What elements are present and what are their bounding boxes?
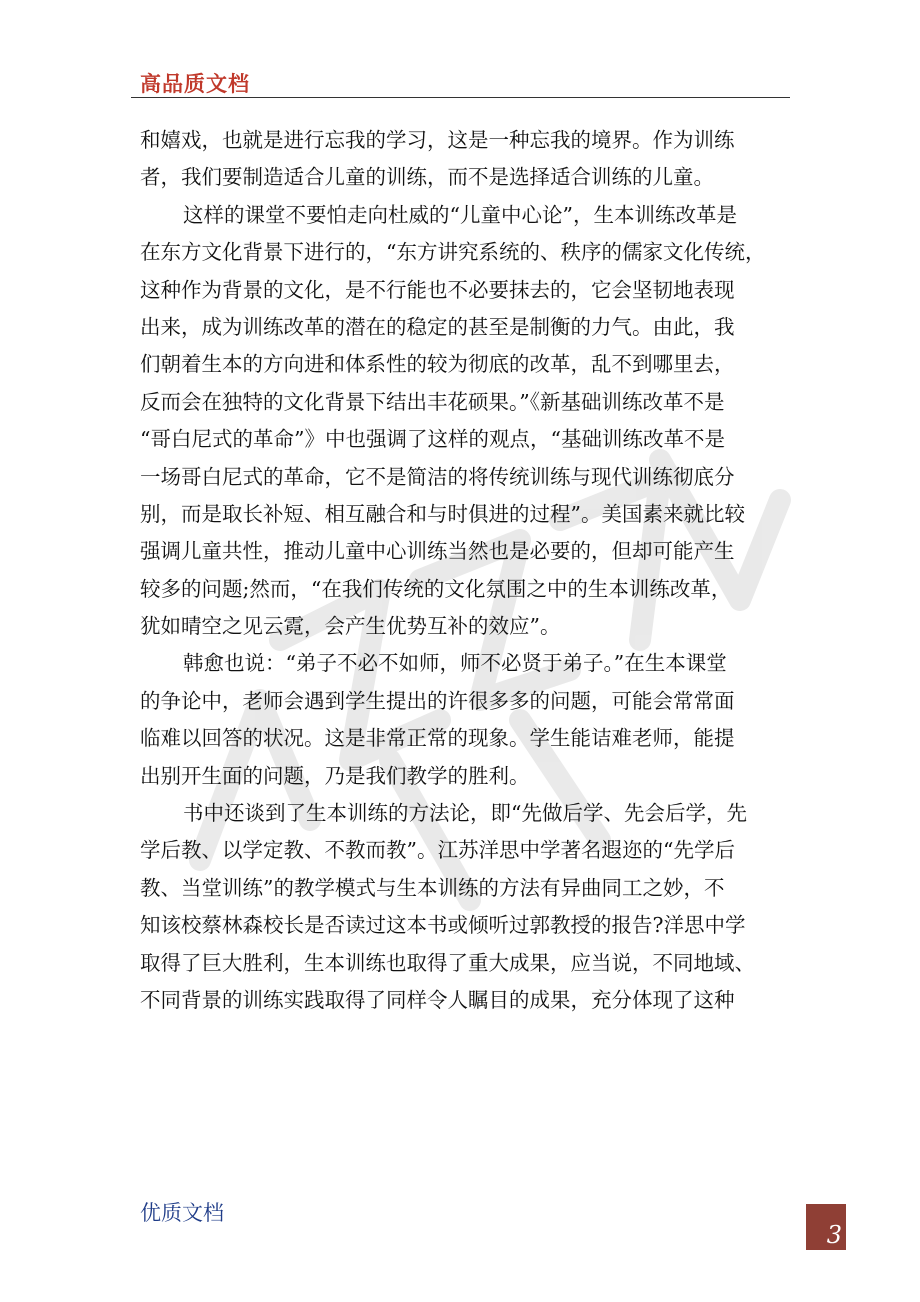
text-line: 和嬉戏，也就是进行忘我的学习，这是一种忘我的境界。作为训练 (140, 128, 735, 152)
text-line: 出别开生面的问题，乃是我们教学的胜利。 (140, 763, 530, 788)
text-line: 者，我们要制造适合儿童的训练，而不是选择适合训练的儿童。 (140, 165, 714, 190)
text-line: 不同背景的训练实践取得了同样令人瞩目的成果，充分体现了这种 (140, 987, 735, 1012)
text-line: 学后教、以学定教、不教而教”。江苏洋思中学著名遐迩的“先学后 (140, 838, 735, 863)
text-line: 临难以回答的状况。这是非常正常的现象。学生能诘难老师，能提 (140, 726, 735, 751)
text-line: 的争论中，老师会遇到学生提出的许很多多的问题，可能会常常面 (140, 688, 735, 713)
text-line: 较多的问题;然而，“在我们传统的文化氛围之中的生本训练改革， (140, 576, 732, 601)
paragraph-start: 韩愈也说：“弟子不必不如师，师不必贤于弟子。”在生本课堂 (183, 651, 727, 676)
document-body (140, 122, 780, 1019)
text-line: 这种作为背景的文化，是不行能也不必要抹去的，它会坚韧地表现 (140, 277, 735, 302)
text-line: 取得了巨大胜利，生本训练也取得了重大成果，应当说，不同地域、 (140, 950, 755, 975)
paragraph-start: 这样的课堂不要怕走向杜威的“儿童中心论”，生本训练改革是 (183, 202, 737, 227)
page-number: 3 (826, 1221, 842, 1249)
text-line: 别，而是取长补短、相互融合和与时俱进的过程”。美国素来就比较 (140, 501, 745, 526)
header-divider (131, 97, 790, 98)
text-line: 们朝着生本的方向进和体系性的较为彻底的改革，乱不到哪里去， (140, 352, 735, 377)
paragraph-start: 书中还谈到了生本训练的方法论，即“先做后学、先会后学，先 (183, 801, 747, 826)
header-title: 高品质文档 (140, 72, 250, 96)
text-line: “哥白尼式的革命”》中也强调了这样的观点，“基础训练改革不是 (140, 427, 725, 452)
text-line: 知该校蔡林森校长是否读过这本书或倾听过郭教授的报告?洋思中学 (140, 913, 746, 938)
text-line: 犹如晴空之见云霓，会产生优势互补的效应”。 (140, 614, 561, 639)
text-line: 在东方文化背景下进行的，“东方讲究系统的、秩序的儒家文化传统， (140, 240, 766, 265)
footer-label: 优质文档 (140, 1201, 224, 1225)
text-line: 出来，成为训练改革的潜在的稳定的甚至是制衡的力气。由此，我 (140, 314, 735, 339)
text-line: 教、当堂训练”的教学模式与生本训练的方法有异曲同工之妙，不 (140, 875, 725, 900)
text-line: 一场哥白尼式的革命，它不是简洁的将传统训练与现代训练彻底分 (140, 464, 735, 489)
text-line: 强调儿童共性，推动儿童中心训练当然也是必要的，但却可能产生 (140, 539, 735, 564)
text-line: 反而会在独特的文化背景下结出丰花硕果。”《新基础训练改革不是 (140, 389, 725, 414)
page-number-badge (806, 1204, 846, 1250)
